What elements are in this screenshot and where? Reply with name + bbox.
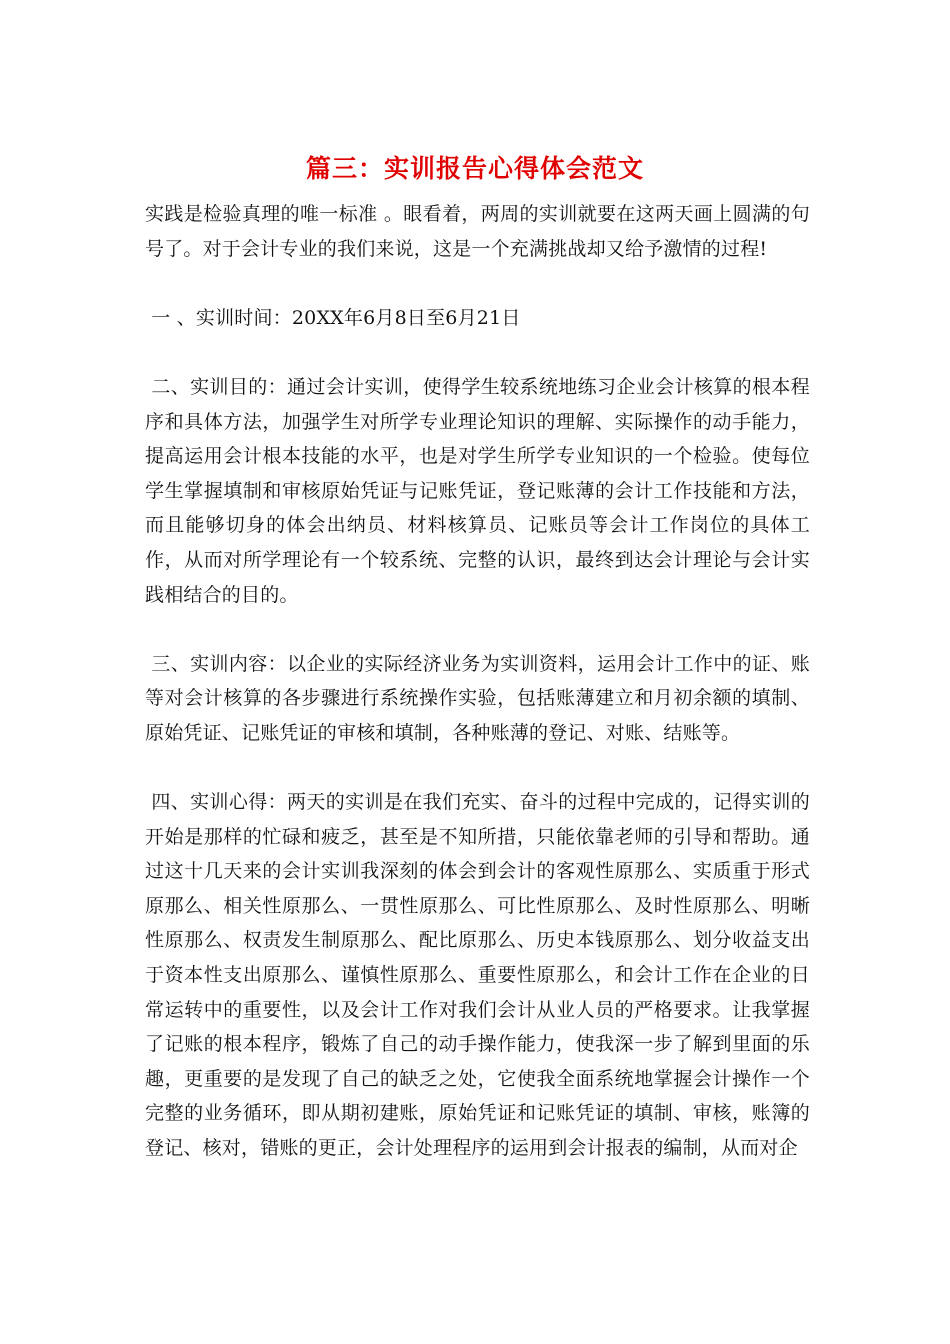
paragraph-gap (145, 751, 810, 786)
paragraph-training-time: 一 、实训时间：20XX年6月8日至6月21日 (145, 306, 521, 329)
paragraph-training-content: 三、实训内容：以企业的实际经济业务为实训资料，运用会计工作中的证、账等对会计核算的各步骤进行系统操作实验，包括账薄建立和月初余额的填制、原始凭证、记账凭证的审核和填制，各种账薄的登记、对账、结账等。 (145, 652, 810, 744)
paragraph-gap (145, 335, 810, 370)
paragraph-training-purpose: 二、实训目的：通过会计实训，使得学生较系统地练习企业会计核算的根本程序和具体方法，加强学生对所学专业理论知识的理解、实际操作的动手能力，提高运用会计根本技能的水平，也是对学生所学专业知识的一个检验。使每位学生掌握填制和审核原始凭证与记账凭证，登记账薄的会计工作技能和方法，而且能够切身的体会出纳员、材料核算员、记账员等会计工作岗位的具体工作，从而对所学理论有一个较系统、完整的认识，最终到达会计理论与会计实践相结合的目的。 (145, 375, 810, 606)
paragraph-intro: 实践是检验真理的唯一标准 。眼看着，两周的实训就要在这两天画上圆满的句号了。对于会计专业的我们来说，这是一个充满挑战却又给予激情的过程! (145, 203, 810, 260)
paragraph-gap (145, 612, 810, 647)
document-body (145, 197, 810, 1166)
document-title: 篇三：实训报告心得体会范文 (305, 154, 644, 183)
paragraph-gap (145, 266, 810, 301)
paragraph-training-experience: 四、实训心得：两天的实训是在我们充实、奋斗的过程中完成的，记得实训的开始是那样的忙碌和疲乏，甚至是不知所措，只能依靠老师的引导和帮助。通过这十几天来的会计实训我深刻的体会到会计的客观性原那么、实质重于形式原那么、相关性原那么、一贯性原那么、可比性原那么、及时性原那么、明晰性原那么、权责发生制原那么、配比原那么、历史本钱原那么、划分收益支出于资本性支出原那么、谨慎性原那么、重要性原那么，和会计工作在企业的日常运转中的重要性，以及会计工作对我们会计从业人员的严格要求。让我掌握了记账的根本程序，锻炼了自己的动手操作能力，使我深一步了解到里面的乐趣，更重要的是发现了自己的缺乏之处，它使我全面系统地掌握会计操作一个完整的业务循环，即从期初建账，原始凭证和记账凭证的填制、审核，账簿的登记、核对，错账的更正，会计处理程序的运用到会计报表的编制，从而对企 (145, 791, 810, 1160)
